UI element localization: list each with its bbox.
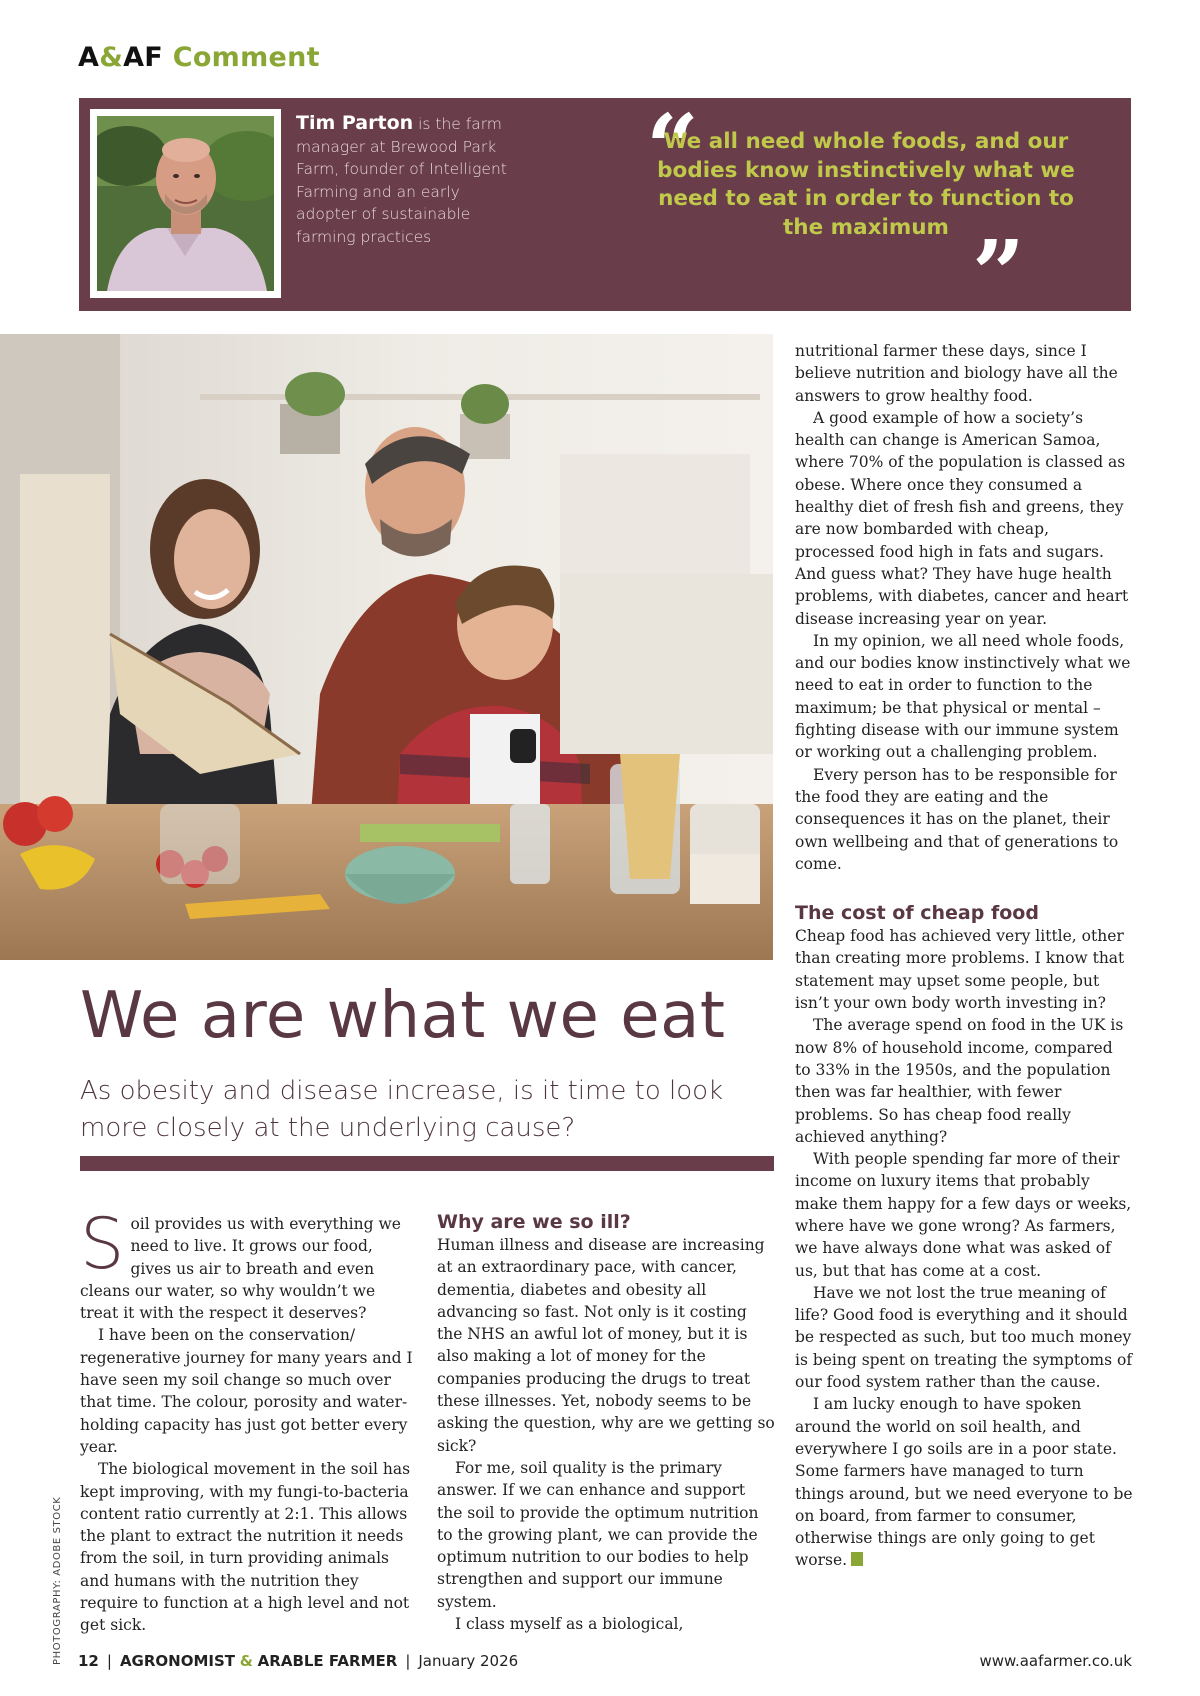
- section-label: Comment: [172, 42, 320, 73]
- paragraph-text: oil provides us with everything we need to live. It grows our food, gives us air to breath and even cleans our water, so why wouldn’t we treat it with the respect it deserves?: [80, 1215, 401, 1323]
- paragraph: nutritional farmer these days, since I believe nutrition and biology have all the answers to grow healthy food.: [795, 342, 1118, 405]
- publication-name-part1: AGRONOMIST: [119, 1652, 236, 1670]
- page-footer: [78, 1652, 1132, 1676]
- separator: |: [106, 1652, 112, 1670]
- page-number: 12: [78, 1652, 99, 1670]
- close-quote-mark: ”: [972, 220, 1025, 328]
- subhead-cost-cheap-food: The cost of cheap food: [795, 902, 1039, 925]
- author-bio: [296, 112, 511, 248]
- author-photo: [97, 116, 274, 291]
- body-column-1: [80, 1203, 418, 1637]
- paragraph-text: I am lucky enough to have spoken around the world on soil health, and everywhere I go soils are in a poor state. Some farmers have managed to turn things around, but we need everyone to be on board, from farmer to consumer, otherwise things are only going to get worse.: [795, 1395, 1133, 1570]
- paragraph: In my opinion, we all need whole foods, and our bodies know instinctively what we need to eat in order to function to the maximum; be that physical or mental – fighting disease with our immune system or working out a challenging problem.: [795, 631, 1131, 762]
- drop-cap: S: [80, 1203, 125, 1285]
- author-name: Tim Parton: [296, 112, 414, 134]
- paragraph: The biological movement in the soil has kept improving, with my fungi-to-bacteria content ratio currently at 2:1. This allows the plant to extract the nutrition it needs from the soil, in turn providing animals and humans with the nutrition they require to function at a high level and not get sick.: [80, 1460, 411, 1635]
- paragraph: With people spending far more of their income on luxury items that probably make them happy for a few days or weeks, where have we gone wrong? As farmers, we have always done what was asked of us, but that has come at a cost.: [795, 1150, 1132, 1280]
- paragraph: [795, 1393, 1133, 1571]
- article-standfirst: As obesity and disease increase, is it time to look more closely at the underlying cause?: [80, 1076, 724, 1143]
- paragraph: [80, 1203, 418, 1324]
- paragraph: Have we not lost the true meaning of life? Good food is everything and it should be respected as such, but too much money is being spent on treating the symptoms of our food system rather than the cause.: [795, 1283, 1133, 1392]
- paragraph: Every person has to be responsible for the food they are eating and the consequences it has on the planet, their own wellbeing and that of generations to come.: [795, 765, 1119, 873]
- end-of-article-icon: [851, 1552, 863, 1566]
- separator: |: [405, 1652, 411, 1670]
- hero-photo-family-cooking: [0, 334, 773, 960]
- author-bio-text: is the farm manager at Brewood Park Farm, founder of Intelligent Farming and an early adopter of sustainable farming practices: [296, 115, 507, 246]
- brand-a: A: [78, 42, 100, 73]
- paragraph: I class myself as a biological,: [455, 1615, 684, 1634]
- issue-date: January 2026: [418, 1652, 519, 1670]
- publication-ampersand: &: [239, 1652, 253, 1670]
- paragraph: A good example of how a society’s health can change is American Samoa, where 70% of the population is classed as obese. Where once they consumed a healthy diet of fresh fish and greens, they are now bombarded with cheap, processed food high in fats and sugars. And guess what? They have huge health problems, with diabetes, cancer and heart disease increasing year on year.: [795, 408, 1129, 628]
- paragraph: The average spend on food in the UK is now 8% of household income, compared to 33% in the 1950s, and the population then was far healthier, with fewer problems. So has cheap food really achieved anything?: [795, 1016, 1124, 1146]
- body-column-2: [437, 1210, 775, 1635]
- paragraph: I have been on the conservation/ regenerative journey for many years and I have seen my soil change so much over that time. The colour, porosity and water-holding capacity has just got better every year.: [80, 1326, 413, 1456]
- article-headline: We are what we eat: [80, 979, 726, 1053]
- publication-name-part2: ARABLE FARMER: [257, 1652, 398, 1670]
- paragraph: Human illness and disease are increasing at an extraordinary pace, with cancer, dementia, diabetes and obesity all advancing so fast. Not only is it costing the NHS an awful lot of money, but it is also making a lot of money for the companies producing the drugs to treat these illnesses. Yet, nobody seems to be asking the question, why are we getting so sick?: [437, 1236, 775, 1455]
- paragraph: For me, soil quality is the primary answer. If we can enhance and support the soil to provide the optimum nutrition to the growing plant, we can provide the optimum nutrition to our bodies to help strengthen and support our immune system.: [437, 1458, 759, 1611]
- headline-divider: [80, 1156, 774, 1171]
- pull-quote: We all need whole foods, and our bodies know instinctively what we need to eat in order to function to the maximum: [657, 129, 1075, 240]
- author-photo-frame: [90, 109, 281, 298]
- open-quote-mark: “: [646, 94, 699, 202]
- author-banner: [79, 94, 1131, 328]
- brand-ampersand: &: [99, 42, 124, 73]
- paragraph: Cheap food has achieved very little, other than creating more problems. I know that statement may upset some people, but isn’t your own body worth investing in?: [795, 927, 1125, 1013]
- website-link[interactable]: www.aafarmer.co.uk: [979, 1652, 1132, 1670]
- footer-left: [78, 1652, 518, 1670]
- brand-af: AF: [123, 42, 164, 73]
- subhead-why-ill: Why are we so ill?: [437, 1211, 631, 1233]
- body-column-3: [795, 340, 1133, 1572]
- section-header: [78, 42, 320, 73]
- photo-credit: PHOTOGRAPHY: ADOBE STOCK: [52, 1496, 63, 1665]
